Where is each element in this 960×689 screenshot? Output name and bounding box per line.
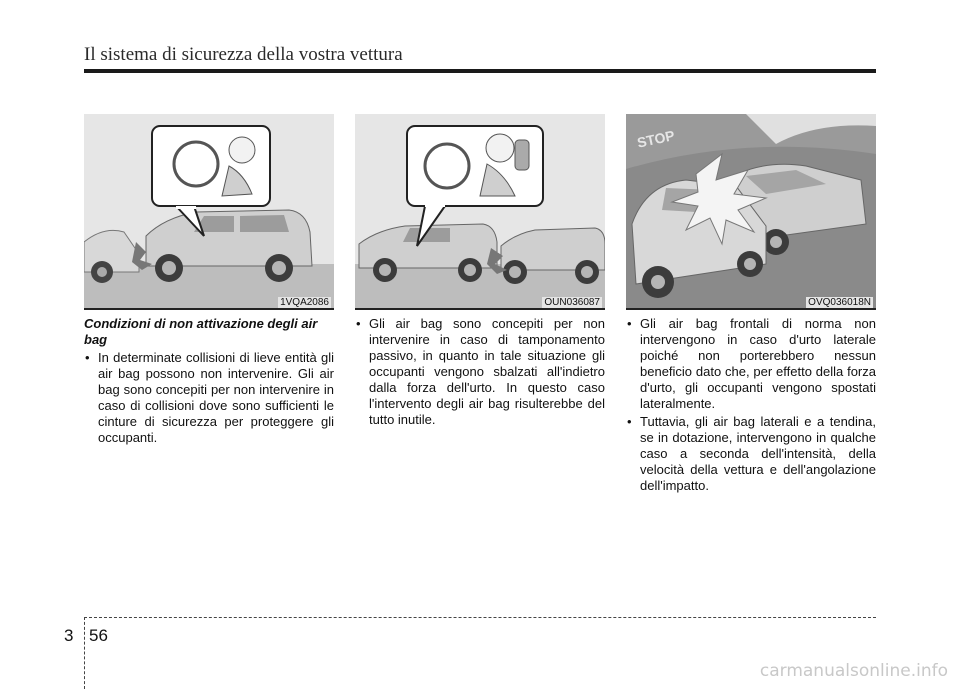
footer-rule xyxy=(84,617,876,618)
figure-baseline xyxy=(355,308,605,310)
page-number: 56 xyxy=(89,626,108,645)
footer-vertical-rule xyxy=(84,617,85,689)
section-subtitle: Condizioni di non attivazione degli air bag xyxy=(84,316,318,347)
side-impact-illustration xyxy=(626,114,876,310)
road-stop-marking: STOP xyxy=(635,127,677,151)
figure-rear-impact xyxy=(355,114,605,310)
bullet-paragraph: • Gli air bag sono concepiti per non intervenire in caso di tamponamento passivo, in quanto in tale situazione gli occupanti vengono sbalzati all'indietro dalla forza dell'urto. In questo caso l'intervento degli air bag risulterebbe del tutto inutile. xyxy=(355,316,605,428)
figure-code: 1VQA2086 xyxy=(280,297,329,308)
figure-baseline xyxy=(626,308,876,310)
figure-code: OUN036087 xyxy=(544,297,600,308)
figure-baseline xyxy=(84,308,334,310)
bullet-paragraph: • Tuttavia, gli air bag laterali e a tendina, se in dotazione, intervengono in qualche caso a seconda dell'intensità, della velocità della vettura e dell'angolazione dell'impatto. xyxy=(626,414,876,494)
page-section-number: 3 xyxy=(64,626,74,645)
text-column-3 xyxy=(626,316,876,496)
site-watermark: carmanualsonline.info xyxy=(759,661,948,681)
section-header-title: Il sistema di sicurezza della vostra vettura xyxy=(84,44,403,65)
header-rule xyxy=(84,69,876,73)
bullet-paragraph: • Gli air bag frontali di norma non intervengono in caso d'urto laterale poiché non porterebbero nessun beneficio dato che, per effetto della forza d'urto, gli occupanti vengono spostati lateralmente. xyxy=(626,316,876,412)
figure-rear-end-collision xyxy=(84,114,334,310)
rear-impact-illustration xyxy=(355,114,605,310)
text-column-1 xyxy=(84,316,334,448)
figure-code: OVQ036018N xyxy=(808,297,871,308)
figure-side-impact xyxy=(626,114,876,310)
rear-end-collision-illustration xyxy=(84,114,334,310)
bullet-paragraph: • In determinate collisioni di lieve entità gli air bag possono non intervenire. Gli air bag sono concepiti per non intervenire in caso di collisioni dove sono sufficienti le cinture di sicurezza per proteggere gli occupanti. xyxy=(84,350,334,446)
text-column-2 xyxy=(355,316,605,430)
